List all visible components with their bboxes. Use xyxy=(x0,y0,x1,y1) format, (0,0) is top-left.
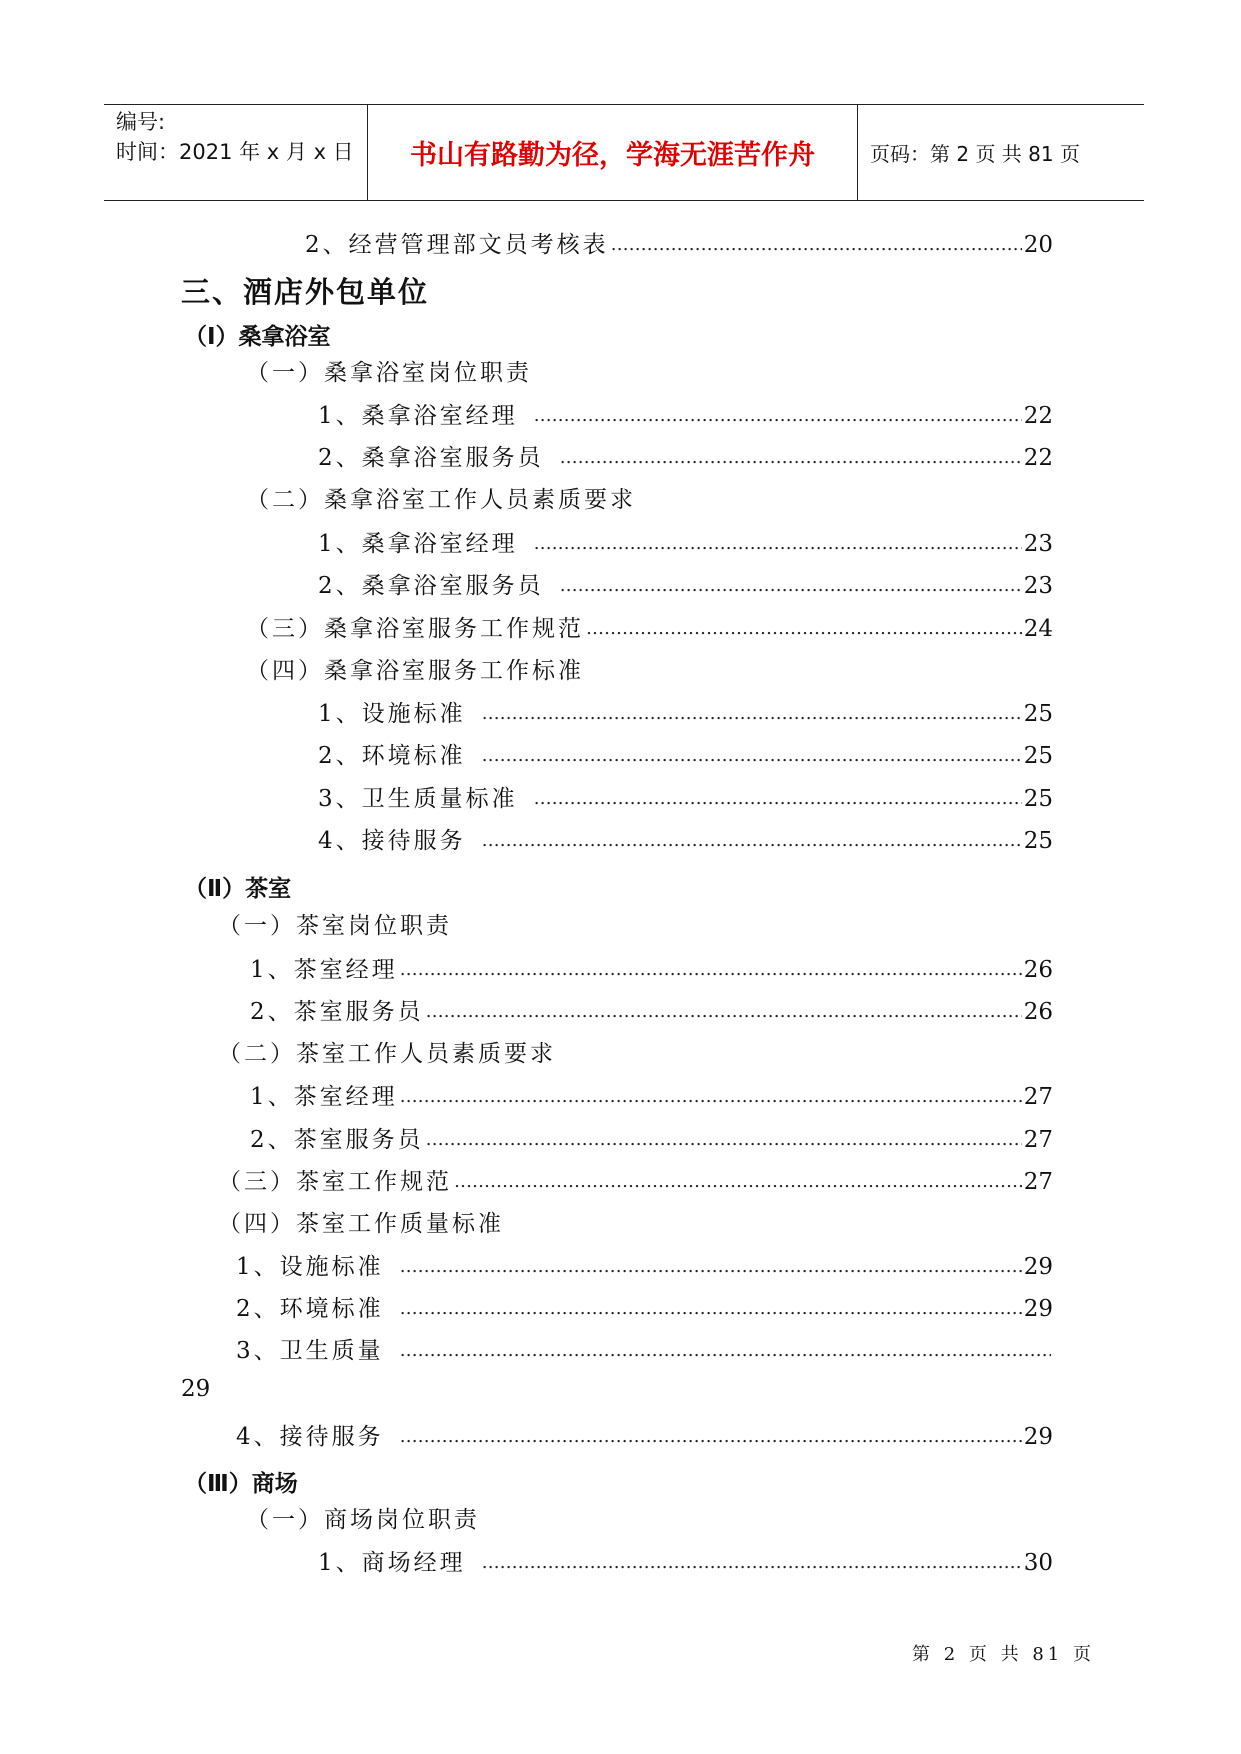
toc-entry-title: （二）茶室工作人员素质要求 xyxy=(218,1041,556,1067)
toc-entry-title: （四）桑拿浴室服务工作标准 xyxy=(246,658,584,684)
toc-entry-title: 4、接待服务 xyxy=(318,828,466,854)
dot-leader xyxy=(426,994,1022,1030)
toc-group-title xyxy=(218,1036,556,1072)
toc-entry-title: 1、桑拿浴室经理 xyxy=(318,531,518,557)
toc-entry xyxy=(250,994,1053,1030)
toc-entry-title: 2、茶室服务员 xyxy=(250,999,424,1025)
dot-leader xyxy=(454,1164,1022,1200)
subsection-heading: （Ⅲ）商场 xyxy=(184,1471,298,1497)
toc-entry-page: 27 xyxy=(1023,1084,1053,1110)
toc-entry xyxy=(236,1419,1053,1455)
time-label: 时间：2021 年 x 月 x 日 xyxy=(116,140,354,164)
toc-group-title xyxy=(246,355,532,391)
header-motto: 书山有路勤为径，学海无涯苦作舟 xyxy=(368,105,858,200)
dot-leader xyxy=(534,398,1022,434)
dot-leader xyxy=(482,823,1022,859)
toc-entry xyxy=(318,568,1053,604)
dot-leader xyxy=(482,1545,1022,1581)
toc-entry xyxy=(318,1545,1053,1581)
toc-entry-title: （四）茶室工作质量标准 xyxy=(218,1211,504,1237)
toc-entry xyxy=(318,738,1053,774)
dot-leader xyxy=(400,1333,1051,1369)
toc-entry-page: 22 xyxy=(1023,445,1053,471)
dot-leader xyxy=(534,781,1022,817)
toc-entry-title: （一）茶室岗位职责 xyxy=(218,913,452,939)
toc-entry-title: （一）商场岗位职责 xyxy=(246,1507,480,1533)
toc-group-title xyxy=(246,1502,480,1538)
toc-entry xyxy=(236,1249,1053,1285)
toc-entry-title: 1、茶室经理 xyxy=(250,1084,398,1110)
toc-entry-title: 3、卫生质量 xyxy=(236,1338,384,1364)
toc-entry-title: 4、接待服务 xyxy=(236,1424,384,1450)
toc-entry-title: 2、桑拿浴室服务员 xyxy=(318,445,544,471)
dot-leader xyxy=(586,611,1022,647)
toc-entry-title: （三）茶室工作规范 xyxy=(218,1169,452,1195)
toc-entry-page: 25 xyxy=(1023,828,1053,854)
toc-entry-title: 3、卫生质量标准 xyxy=(318,786,518,812)
toc-entry xyxy=(305,227,1053,263)
toc-entry-page: 27 xyxy=(1023,1169,1053,1195)
toc-entry xyxy=(250,952,1053,988)
toc-entry-page: 23 xyxy=(1023,573,1053,599)
toc-group-title xyxy=(246,653,584,689)
toc-entry-page: 29 xyxy=(1023,1254,1053,1280)
toc-entry-page: 26 xyxy=(1023,957,1053,983)
toc-entry-title: （二）桑拿浴室工作人员素质要求 xyxy=(246,487,636,513)
toc-entry-title: 2、桑拿浴室服务员 xyxy=(318,573,544,599)
dot-leader xyxy=(400,1419,1022,1455)
toc-entry-title: 2、环境标准 xyxy=(318,743,466,769)
dot-leader xyxy=(426,1122,1022,1158)
toc-entry-title: 1、桑拿浴室经理 xyxy=(318,403,518,429)
toc-entry xyxy=(318,526,1053,562)
page-footer: 第 2 页 共 81 页 xyxy=(912,1644,1095,1665)
number-label: 编号: xyxy=(116,110,166,134)
dot-leader xyxy=(400,1249,1022,1285)
toc-entry-page: 25 xyxy=(1023,743,1053,769)
toc-entry xyxy=(250,1079,1053,1115)
toc-entry-title: （一）桑拿浴室岗位职责 xyxy=(246,360,532,386)
dot-leader xyxy=(482,738,1022,774)
toc-entry xyxy=(250,1122,1053,1158)
toc-group-title xyxy=(246,482,636,518)
toc-group-title xyxy=(218,1206,504,1242)
dot-leader xyxy=(534,526,1022,562)
subsection-heading: （Ⅰ）桑拿浴室 xyxy=(184,324,331,350)
toc-entry-page: 23 xyxy=(1023,531,1053,557)
toc-entry-title: 1、茶室经理 xyxy=(250,957,398,983)
toc-entry xyxy=(218,1164,1053,1200)
toc-entry xyxy=(236,1333,1053,1369)
toc-entry-title: 2、环境标准 xyxy=(236,1296,384,1322)
toc-entry-page: 29 xyxy=(1023,1424,1053,1450)
toc-entry-page: 25 xyxy=(1023,701,1053,727)
toc-entry-page: 20 xyxy=(1023,232,1053,258)
toc-entry xyxy=(318,440,1053,476)
toc-entry-title: 2、经营管理部文员考核表 xyxy=(305,232,609,258)
dot-leader xyxy=(400,1291,1022,1327)
toc-entry-page: 29 xyxy=(1023,1296,1053,1322)
header-page-info: 页码：第 2 页 共 81 页 xyxy=(870,142,1080,166)
section-heading: 三、酒店外包单位 xyxy=(181,275,430,309)
dot-leader xyxy=(560,568,1022,604)
toc-entry-title: 1、商场经理 xyxy=(318,1550,466,1576)
subsection-heading: （Ⅱ）茶室 xyxy=(184,876,292,902)
toc-entry xyxy=(318,696,1053,732)
toc-entry-page: 27 xyxy=(1023,1127,1053,1153)
dot-leader xyxy=(400,1079,1022,1115)
toc-entry-page: 30 xyxy=(1023,1550,1053,1576)
toc-entry xyxy=(318,823,1053,859)
toc-entry xyxy=(246,611,1053,647)
dot-leader xyxy=(611,227,1022,263)
toc-group-title xyxy=(218,908,452,944)
toc-entry-page: 25 xyxy=(1023,786,1053,812)
toc-entry-page: 29 xyxy=(181,1376,211,1402)
toc-entry-page: 24 xyxy=(1023,616,1053,642)
toc-entry-title: （三）桑拿浴室服务工作规范 xyxy=(246,616,584,642)
toc-entry-title: 1、设施标准 xyxy=(236,1254,384,1280)
dot-leader xyxy=(560,440,1022,476)
toc-entry-page: 26 xyxy=(1023,999,1053,1025)
dot-leader xyxy=(482,696,1022,732)
toc-entry-title: 1、设施标准 xyxy=(318,701,466,727)
toc-entry xyxy=(318,398,1053,434)
dot-leader xyxy=(400,952,1022,988)
toc-entry xyxy=(318,781,1053,817)
toc-entry-title: 2、茶室服务员 xyxy=(250,1127,424,1153)
toc-entry-page: 22 xyxy=(1023,403,1053,429)
toc-entry xyxy=(236,1291,1053,1327)
